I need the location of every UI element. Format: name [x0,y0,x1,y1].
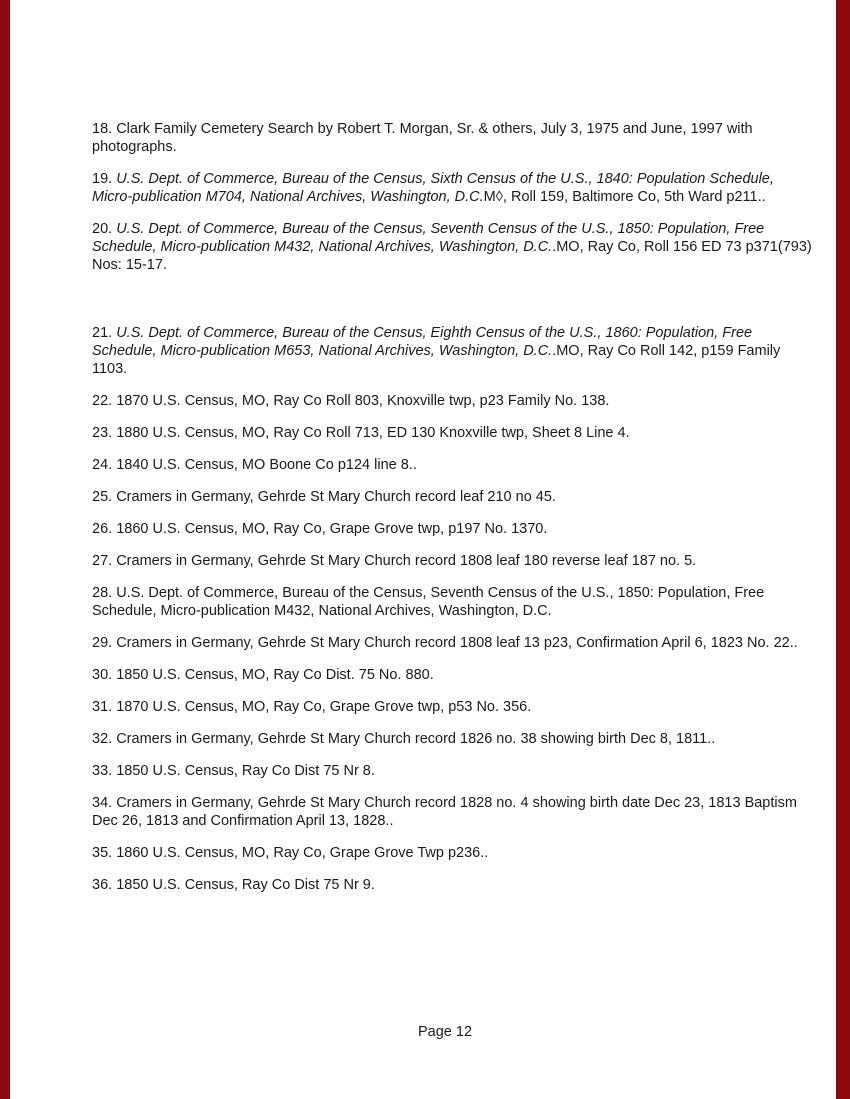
endnote-29 [92,634,812,652]
endnote-number: 32. [92,731,113,747]
endnote-italic-text: U.S. Dept. of Commerce, Bureau of the Census, Sixth Census of the U.S., 1840: Population Schedule, Micro-publication M704, National Archives, Washington, D.C. [92,171,774,205]
endnote-number: 25. [92,489,113,505]
endnote-number: 35. [92,845,113,861]
endnote-19 [92,170,812,206]
endnote-36 [92,876,812,894]
endnote-32 [92,730,812,748]
page-footer [10,1023,836,1041]
endnote-20 [92,220,812,274]
endnote-number: 36. [92,877,113,893]
endnote-25 [92,488,812,506]
endnote-number: 24. [92,457,113,473]
endnote-number: 28. [92,585,113,601]
endnote-text: Cramers in Germany, Gehrde St Mary Church record 1808 leaf 13 p23, Confirmation April 6, 1823 No. 22.. [112,635,798,651]
endnote-23 [92,424,812,442]
endnotes-list [92,120,812,908]
endnote-text: .MO, Ray Co, Roll 156 ED 73 p371(793) Nos: 15-17. [92,239,812,273]
endnote-22 [92,392,812,410]
endnote-number: 22. [92,393,113,409]
endnote-text: Cramers in Germany, Gehrde St Mary Church record 1828 no. 4 showing birth date Dec 23, 1813 Baptism Dec 26, 1813 and Confirmation April 13, 1828.. [92,795,797,829]
endnote-text: Clark Family Cemetery Search by Robert T. Morgan, Sr. & others, July 3, 1975 and June, 1997 with photographs. [92,121,753,155]
endnote-italic-text: U.S. Dept. of Commerce, Bureau of the Census, Eighth Census of the U.S., 1860: Population, Free Schedule, Micro-publication M653, National Archives, Washington, D.C. [92,325,753,359]
endnote-24 [92,456,812,474]
endnote-number: 20. [92,221,113,237]
endnote-33 [92,762,812,780]
endnote-text: 1870 U.S. Census, MO, Ray Co, Grape Grove twp, p53 No. 356. [112,699,532,715]
endnote-number: 21. [92,325,113,341]
endnote-34 [92,794,812,830]
endnote-number: 19. [92,171,113,187]
endnote-number: 30. [92,667,113,683]
endnote-text: .MO, Ray Co Roll 142, p159 Family 1103. [92,343,781,377]
endnote-text: U.S. Dept. of Commerce, Bureau of the Census, Seventh Census of the U.S., 1850: Population, Free Schedule, Micro-publication M432, National Archives, Washington, D.C. [92,585,765,619]
endnote-text: 1850 U.S. Census, Ray Co Dist 75 Nr 8. [112,763,375,779]
endnote-28 [92,584,812,620]
endnote-italic-text: U.S. Dept. of Commerce, Bureau of the Census, Seventh Census of the U.S., 1850: Population, Free Schedule, Micro-publication M432, National Archives, Washington, D.C. [92,221,765,255]
endnote-text: M◊, Roll 159, Baltimore Co, 5th Ward p211.. [483,189,766,205]
document-page [10,0,836,1099]
endnote-number: 27. [92,553,113,569]
endnote-number: 34. [92,795,113,811]
endnote-35 [92,844,812,862]
endnote-text: 1870 U.S. Census, MO, Ray Co Roll 803, Knoxville twp, p23 Family No. 138. [112,393,610,409]
endnote-text: 1880 U.S. Census, MO, Ray Co Roll 713, ED 130 Knoxville twp, Sheet 8 Line 4. [112,425,630,441]
page-number: Page 12 [417,1024,473,1040]
endnote-27 [92,552,812,570]
endnote-text: 1850 U.S. Census, MO, Ray Co Dist. 75 No. 880. [112,667,434,683]
endnote-31 [92,698,812,716]
endnote-number: 33. [92,763,113,779]
endnote-number: 31. [92,699,113,715]
endnote-number: 29. [92,635,113,651]
endnote-text: 1860 U.S. Census, MO, Ray Co, Grape Grove Twp p236.. [112,845,489,861]
endnote-26 [92,520,812,538]
endnote-30 [92,666,812,684]
endnote-text: Cramers in Germany, Gehrde St Mary Church record 1826 no. 38 showing birth Dec 8, 1811.. [112,731,716,747]
endnote-number: 18. [92,121,113,137]
endnote-21 [92,324,812,378]
endnote-text: 1860 U.S. Census, MO, Ray Co, Grape Grove twp, p197 No. 1370. [112,521,548,537]
endnote-number: 23. [92,425,113,441]
endnote-text: 1850 U.S. Census, Ray Co Dist 75 Nr 9. [112,877,375,893]
endnote-text: Cramers in Germany, Gehrde St Mary Church record 1808 leaf 180 reverse leaf 187 no. 5. [112,553,697,569]
endnote-18 [92,120,812,156]
endnote-number: 26. [92,521,113,537]
endnote-text: 1840 U.S. Census, MO Boone Co p124 line 8.. [112,457,417,473]
endnote-text: Cramers in Germany, Gehrde St Mary Church record leaf 210 no 45. [112,489,556,505]
